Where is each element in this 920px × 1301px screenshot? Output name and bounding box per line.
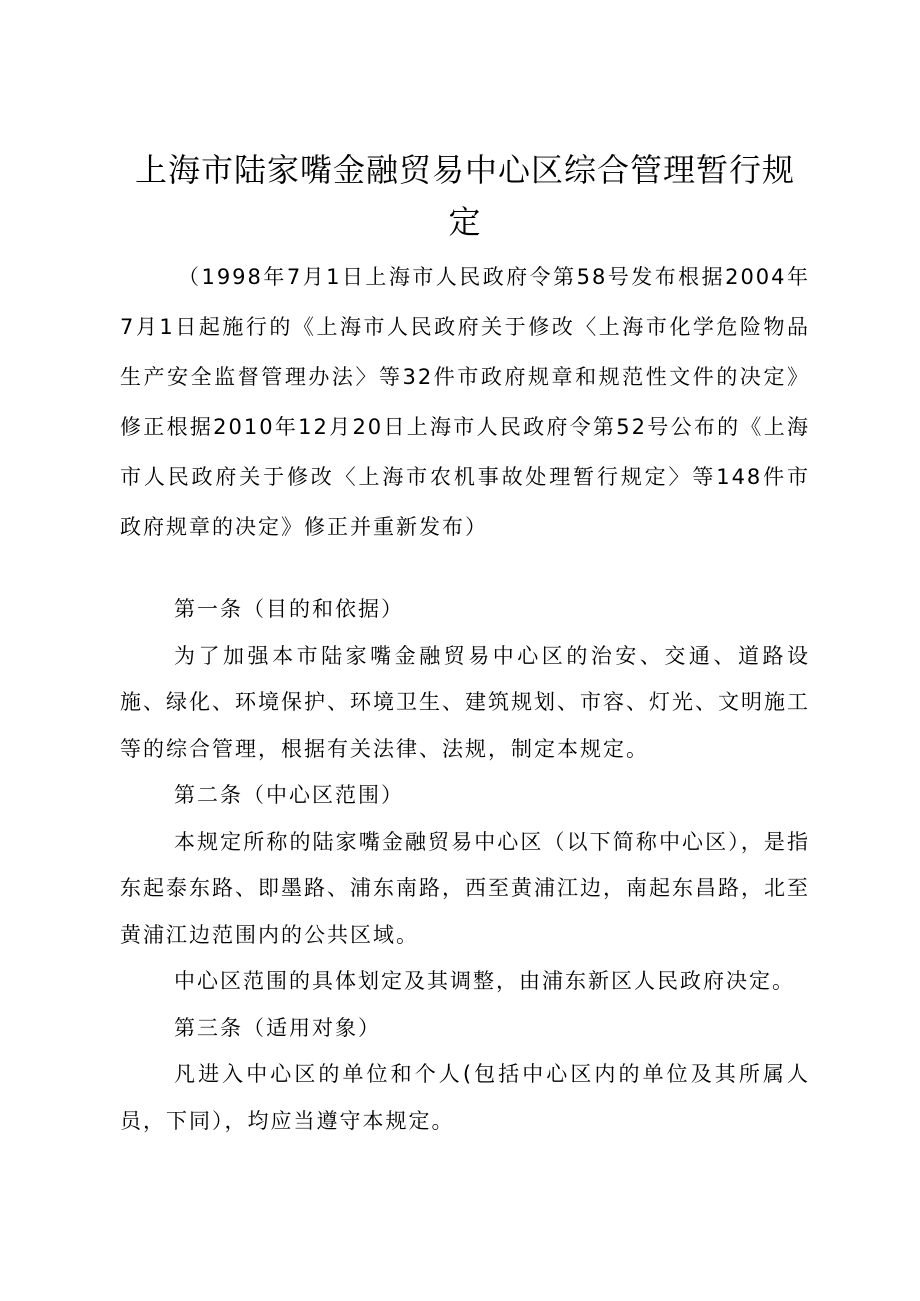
article-2-paragraph-2: 中心区范围的具体划定及其调整，由浦东新区人民政府决定。 [174, 969, 795, 993]
article-2-paragraph-1: 本规定所称的陆家嘴金融贸易中心区（以下简称中心区），是指东起泰东路、即墨路、浦东南路，西至黄浦江边，南起东昌路，北至黄浦江边范围内的公共区域。 [120, 829, 810, 947]
article-1-paragraph-1: 为了加强本市陆家嘴金融贸易中心区的治安、交通、道路设施、绿化、环境保护、环境卫生、建筑规划、市容、灯光、文明施工等的综合管理，根据有关法律、法规，制定本规定。 [120, 643, 810, 761]
article-2-heading: 第二条（中心区范围） [174, 783, 404, 807]
article-3-paragraph-1: 凡进入中心区的单位和个人(包括中心区内的单位及其所属人员，下同），均应当遵守本规定。 [120, 1062, 810, 1133]
document-title: 上海市陆家嘴金融贸易中心区综合管理暂行规定 [134, 151, 795, 241]
article-1-heading: 第一条（目的和依据） [174, 597, 404, 621]
document-preamble: （1998年7月1日上海市人民政府令第58号发布根据2004年7月1日起施行的《上海市人民政府关于修改〈上海市化学危险物品生产安全监督管理办法〉等32件市政府规章和规范性文件的决定》修正根据2010年12月20日上海市人民政府令第52号公布的《上海市人民政府关于修改〈上海市农机事故处理暂行规定〉等148件市政府规章的决定》修正并重新发布） [120, 265, 810, 539]
article-3-heading: 第三条（适用对象） [174, 1015, 381, 1040]
articles-section [120, 586, 810, 1144]
